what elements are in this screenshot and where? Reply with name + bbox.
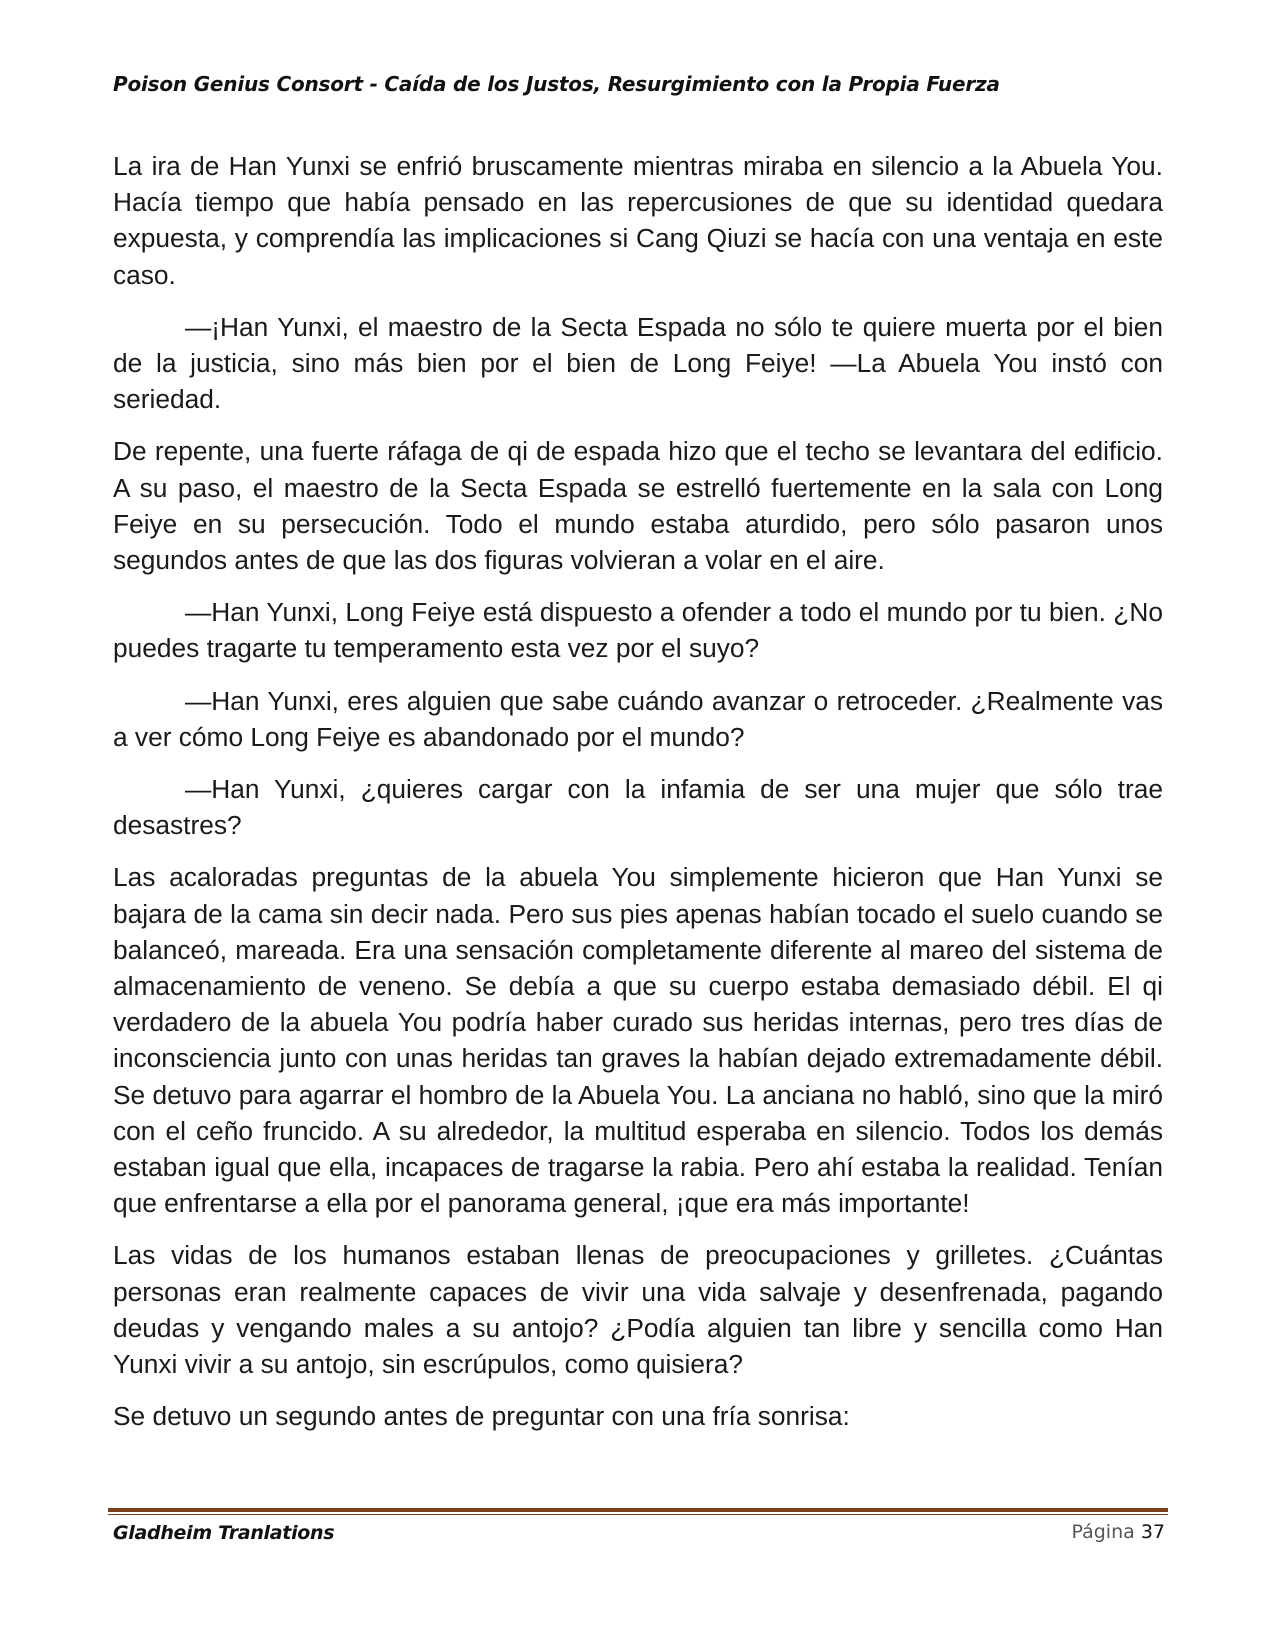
paragraph-7: Las acaloradas preguntas de la abuela You simplemente hicieron que Han Yunxi se bajara de la cama sin decir nada. Pero sus pies apenas habían tocado el suelo cuando se balanceó, mareada. Era una sensación completamente diferente al mareo del sistema de almacenamiento de veneno. Se debía a que su cuerpo estaba demasiado débil. El qi verdadero de la abuela You podría haber curado sus heridas internas, pero tres días de inconsciencia junto con unas heridas tan graves la habían dejado extremadamente débil. Se detuvo para agarrar el hombro de la Abuela You. La anciana no habló, sino que la miró con el ceño fruncido. A su alrededor, la multitud esperaba en silencio. Todos los demás estaban igual que ella, incapaces de tragarse la rabia. Pero ahí estaba la realidad. Tenían que enfrentarse a ella por el panorama general, ¡que era más importante! <box>113 862 1163 1219</box>
page-number-block <box>1071 1521 1165 1543</box>
running-header: Poison Genius Consort - Caída de los Justos, Resurgimiento con la Propia Fuerza <box>113 72 1000 96</box>
page-body <box>113 148 1163 1451</box>
paragraph-2: —¡Han Yunxi, el maestro de la Secta Espada no sólo te quiere muerta por el bien de la justicia, sino más bien por el bien de Long Feiye! —La Abuela You instó con seriedad. <box>113 311 1163 415</box>
footer-publisher: Gladheim Tranlations <box>113 1522 335 1544</box>
footer-divider <box>108 1508 1168 1512</box>
paragraph-6: —Han Yunxi, ¿quieres cargar con la infamia de ser una mujer que sólo trae desastres? <box>113 774 1163 841</box>
paragraph-3: De repente, una fuerte ráfaga de qi de espada hizo que el techo se levantara del edificio. A su paso, el maestro de la Secta Espada se estrelló fuertemente en la sala con Long Feiye en su persecución. Todo el mundo estaba aturdido, pero sólo pasaron unos segundos antes de que las dos figuras volvieran a volar en el aire. <box>113 436 1163 576</box>
paragraph-1: La ira de Han Yunxi se enfrió bruscamente mientras miraba en silencio a la Abuela You. Hacía tiempo que había pensado en las repercusiones de que su identidad quedara expuesta, y comprendía las implicaciones si Cang Qiuzi se hacía con una ventaja en este caso. <box>113 151 1163 290</box>
paragraph-5: —Han Yunxi, eres alguien que sabe cuándo avanzar o retroceder. ¿Realmente vas a ver cómo Long Feiye es abandonado por el mundo? <box>113 685 1163 752</box>
page-label: Página <box>1071 1521 1135 1543</box>
paragraph-8: Las vidas de los humanos estaban llenas de preocupaciones y grilletes. ¿Cuántas personas eran realmente capaces de vivir una vida salvaje y desenfrenada, pagando deudas y vengando males a su antojo? ¿Podía alguien tan libre y sencilla como Han Yunxi vivir a su antojo, sin escrúpulos, como quisiera? <box>113 1240 1163 1380</box>
paragraph-4: —Han Yunxi, Long Feiye está dispuesto a ofender a todo el mundo por tu bien. ¿No puedes tragarte tu temperamento esta vez por el suyo? <box>113 597 1163 664</box>
page-number: 37 <box>1140 1521 1165 1543</box>
paragraph-9: Se detuvo un segundo antes de preguntar con una fría sonrisa: <box>113 1401 850 1432</box>
footer-divider-thin <box>108 1514 1168 1515</box>
